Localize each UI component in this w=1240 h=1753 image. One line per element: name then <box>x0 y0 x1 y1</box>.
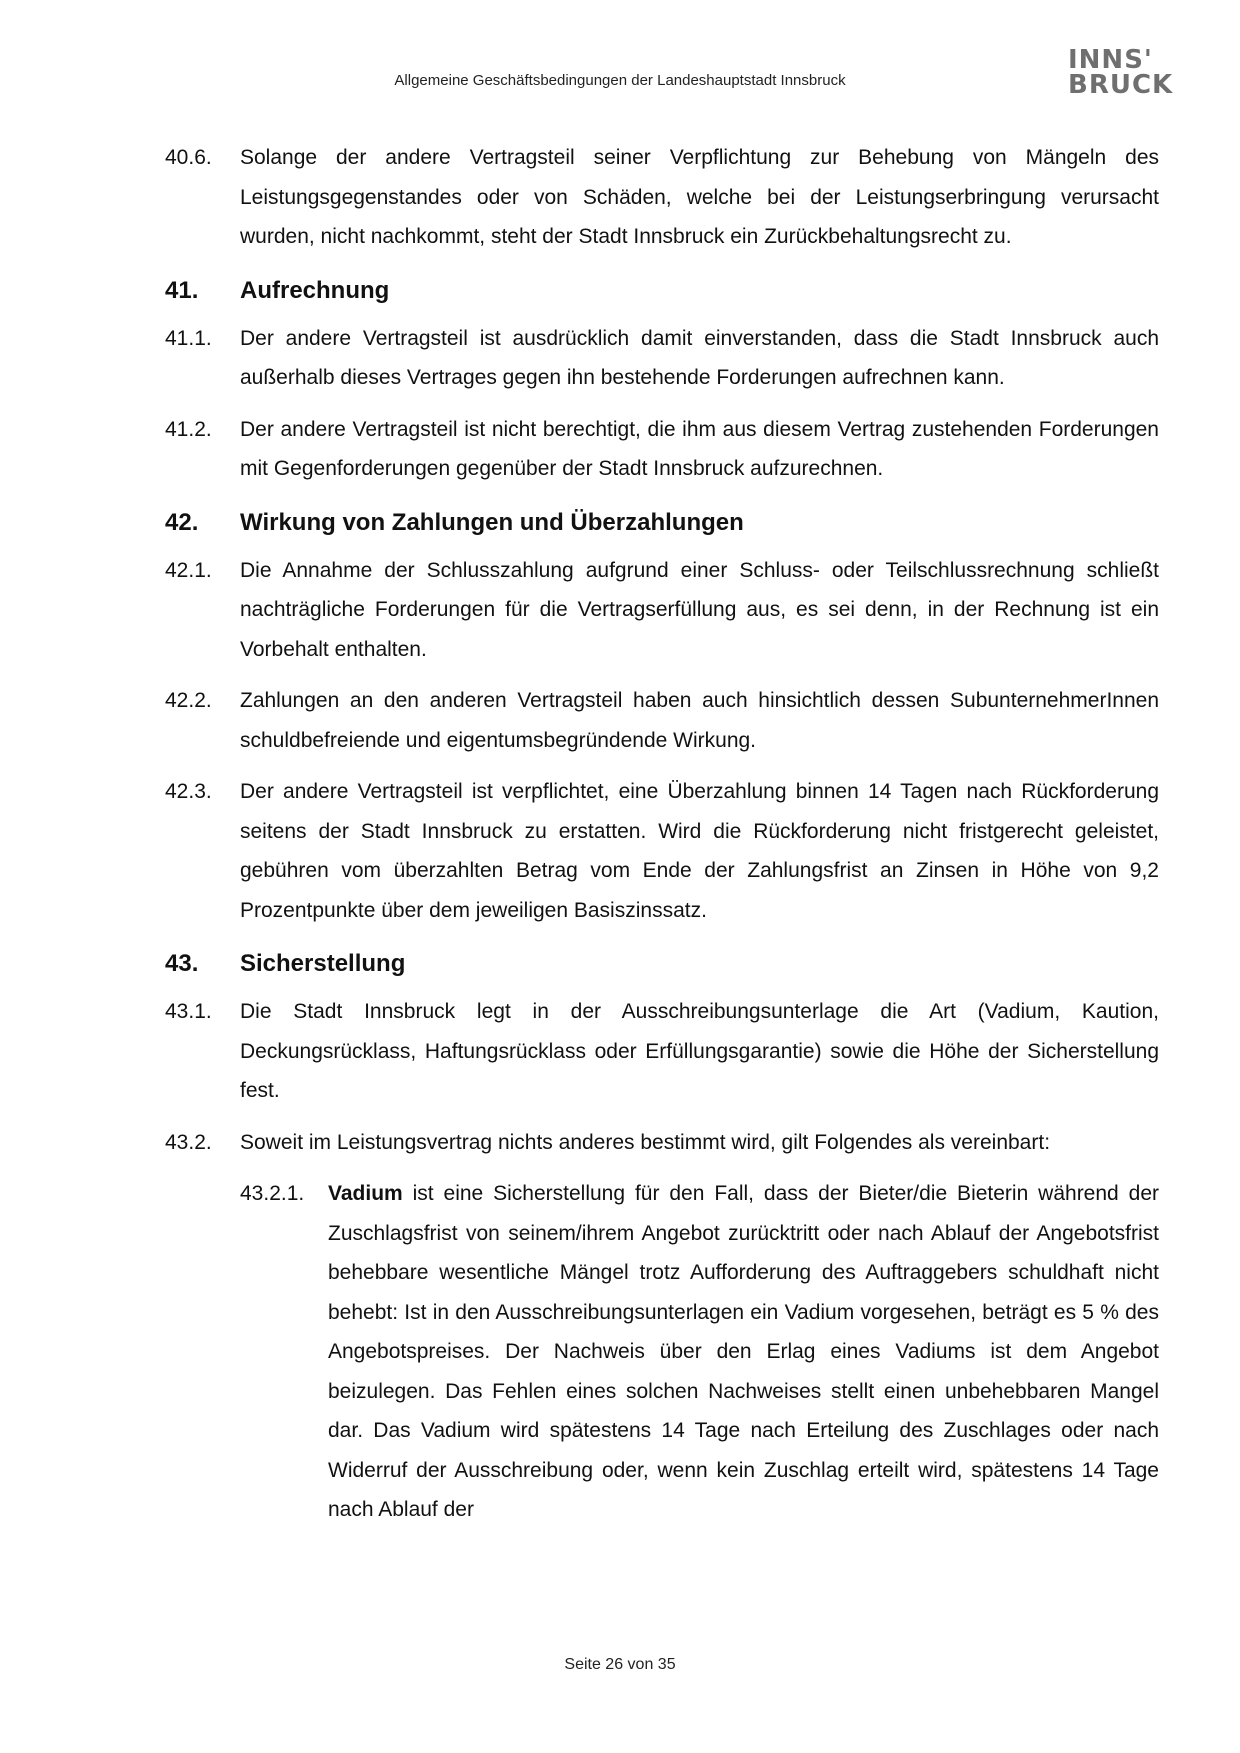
clause-text: Die Stadt Innsbruck legt in der Ausschreibungsunterlage die Art (Vadium, Kaution, Deckungsrücklass, Haftungsrücklass oder Erfüllungsgarantie) sowie die Höhe der Sicherstellung fest. <box>240 1000 1159 1102</box>
clause-text: Zahlungen an den anderen Vertragsteil haben auch hinsichtlich dessen SubunternehmerInnen schuldbefreiende und eigentumsbegründende Wirkung. <box>240 689 1159 752</box>
section-number: 41. <box>165 276 199 304</box>
clause-42-1 <box>165 551 1159 670</box>
logo-line-1: INNS' <box>1068 45 1153 75</box>
clause-43-1 <box>165 992 1159 1111</box>
section-number: 42. <box>165 508 199 536</box>
clause-text: Soweit im Leistungsvertrag nichts anderes bestimmt wird, gilt Folgendes als vereinbart: <box>240 1130 1051 1154</box>
clause-41-2 <box>165 410 1159 489</box>
clause-42-2 <box>165 681 1159 760</box>
section-title: Sicherstellung <box>240 950 406 977</box>
clause-text: Der andere Vertragsteil ist verpflichtet, eine Überzahlung binnen 14 Tagen nach Rückforderung seitens der Stadt Innsbruck zu erstatten. Wird die Rückforderung nicht fristgerecht geleistet, gebühren vom überzahlten Betrag vom Ende der Zahlungsfrist an Zinsen in Höhe von 9,2 Prozentpunkte über dem jeweiligen Basiszinssatz. <box>240 780 1159 922</box>
section-title: Aufrechnung <box>240 276 390 304</box>
clause-number: 42.1. <box>165 558 212 582</box>
document-body <box>165 138 1159 1530</box>
section-heading-43 <box>165 944 1159 984</box>
clause-41-1 <box>165 319 1159 398</box>
clause-number: 43.1. <box>165 1000 212 1023</box>
clause-number: 41.2. <box>165 417 212 441</box>
section-title: Wirkung von Zahlungen und Überzahlungen <box>240 508 744 536</box>
clause-40-6 <box>165 138 1159 257</box>
clause-43-2 <box>165 1123 1159 1163</box>
clause-text: Der andere Vertragsteil ist nicht berechtigt, die ihm aus diesem Vertrag zustehenden Forderungen mit Gegenforderungen gegenüber der Stadt Innsbruck aufzurechnen. <box>240 417 1159 480</box>
clause-number: 43.2. <box>165 1130 212 1154</box>
defined-term: Vadium <box>328 1182 403 1205</box>
section-number: 43. <box>165 950 199 977</box>
logo-line-2: BRUCK <box>1068 70 1174 100</box>
clause-text <box>328 1174 1159 1530</box>
section-heading-42 <box>165 503 1159 543</box>
clause-number: 43.2.1. <box>240 1182 305 1205</box>
clause-43-2-1 <box>240 1174 1159 1530</box>
page-header-title: Allgemeine Geschäftsbedingungen der Landeshauptstadt Innsbruck <box>394 72 846 89</box>
clause-number: 42.3. <box>165 780 212 803</box>
section-heading-41 <box>165 271 1159 311</box>
clause-number: 42.2. <box>165 689 212 712</box>
clause-body: ist eine Sicherstellung für den Fall, dass der Bieter/die Bieterin während der Zuschlagsfrist von seinem/ihrem Angebot zurücktritt oder nach Ablauf der Angebotsfrist behebbare wesentliche Mängel trotz Aufforderung des Auftraggebers schuldhaft nicht behebt: Ist in den Ausschreibungsunterlagen ein Vadium vorgesehen, beträgt es 5 % des Angebotspreises. Der Nachweis über den Erlag eines Vadiums ist dem Angebot beizulegen. Das Fehlen eines solchen Nachweises stellt einen unbehebbaren Mangel dar. Das Vadium wird spätestens 14 Tage nach Erteilung des Zuschlages oder nach Widerruf der Ausschreibung oder, wenn kein Zuschlag erteilt wird, spätestens 14 Tage nach Ablauf der <box>328 1182 1159 1521</box>
clause-text: Solange der andere Vertragsteil seiner Verpflichtung zur Behebung von Mängeln des Leistungsgegenstandes oder von Schäden, welche bei der Leistungserbringung verursacht wurden, nicht nachkommt, steht der Stadt Innsbruck ein Zurückbehaltungsrecht zu. <box>240 146 1159 248</box>
clause-number: 41.1. <box>165 326 212 350</box>
innsbruck-logo <box>1068 45 1198 100</box>
clause-text: Der andere Vertragsteil ist ausdrücklich damit einverstanden, dass die Stadt Innsbruck auch außerhalb dieses Vertrages gegen ihn bestehende Forderungen aufrechnen kann. <box>240 326 1159 389</box>
clause-42-3 <box>165 772 1159 930</box>
clause-number: 40.6. <box>165 146 212 169</box>
clause-text: Die Annahme der Schlusszahlung aufgrund einer Schluss- oder Teilschlussrechnung schließt nachträgliche Forderungen für die Vertragserfüllung aus, es sei denn, in der Rechnung ist ein Vorbehalt enthalten. <box>240 558 1159 661</box>
page-number: Seite 26 von 35 <box>564 1656 676 1673</box>
